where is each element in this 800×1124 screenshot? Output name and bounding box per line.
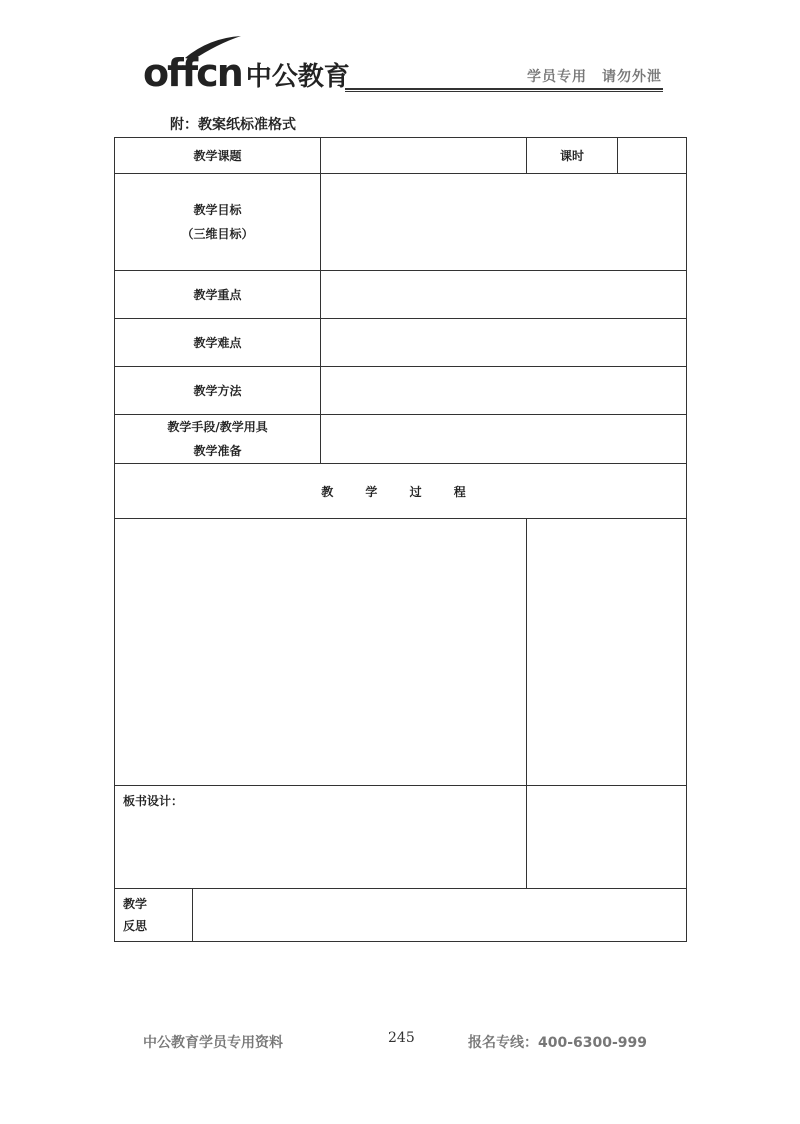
table-row [115, 271, 687, 319]
table-row [115, 367, 687, 415]
means-cell[interactable] [321, 415, 687, 464]
page-number: 245 [388, 1030, 415, 1046]
process-heading: 教 学 过 程 [115, 464, 687, 519]
key-points-cell[interactable] [321, 271, 687, 319]
board-design-label: 板书设计： [123, 794, 184, 808]
table-row [115, 519, 687, 786]
table-row [115, 319, 687, 367]
table-row [115, 464, 687, 519]
table-row [115, 138, 687, 174]
reflection-label-line1: 教学 [123, 897, 148, 911]
offcn-logo [143, 40, 350, 95]
header-confidential-tag: 学员专用 请勿外泄 [527, 69, 662, 85]
hours-label: 课时 [527, 138, 618, 174]
form-caption: 附：教案纸标准格式 [170, 117, 296, 133]
topic-label: 教学课题 [115, 138, 321, 174]
difficulties-label: 教学难点 [115, 319, 321, 367]
reflection-label-line2: 反思 [123, 919, 148, 933]
hours-cell[interactable] [618, 138, 687, 174]
table-row [115, 415, 687, 464]
key-points-label: 教学重点 [115, 271, 321, 319]
lesson-plan-table [114, 137, 687, 942]
header-rule-thin [345, 91, 663, 92]
logo-chinese-text: 中公教育 [245, 62, 350, 93]
reflection-label [115, 889, 193, 942]
topic-cell[interactable] [321, 138, 527, 174]
reflection-cell[interactable] [193, 889, 687, 942]
goal-label-line2: （三维目标） [181, 227, 254, 241]
footer-hotline: 报名专线：400-6300-999 [468, 1035, 648, 1051]
process-notes-cell[interactable] [527, 519, 687, 786]
header-rule [345, 88, 663, 90]
board-notes-cell[interactable] [527, 786, 687, 889]
logo-swoosh-icon [183, 34, 243, 60]
logo-latin-text: offcn [143, 51, 242, 95]
goal-label-line1: 教学目标 [193, 203, 242, 217]
means-label [115, 415, 321, 464]
table-row [115, 174, 687, 271]
methods-label: 教学方法 [115, 367, 321, 415]
table-row [115, 786, 687, 889]
process-content-cell[interactable] [115, 519, 527, 786]
table-row [115, 889, 687, 942]
board-design-cell[interactable] [115, 786, 527, 889]
difficulties-cell[interactable] [321, 319, 687, 367]
goal-cell[interactable] [321, 174, 687, 271]
means-label-line2: 教学准备 [193, 444, 242, 458]
means-label-line1: 教学手段/教学用具 [167, 420, 268, 434]
footer-publisher: 中公教育学员专用资料 [143, 1035, 283, 1051]
methods-cell[interactable] [321, 367, 687, 415]
goal-label [115, 174, 321, 271]
